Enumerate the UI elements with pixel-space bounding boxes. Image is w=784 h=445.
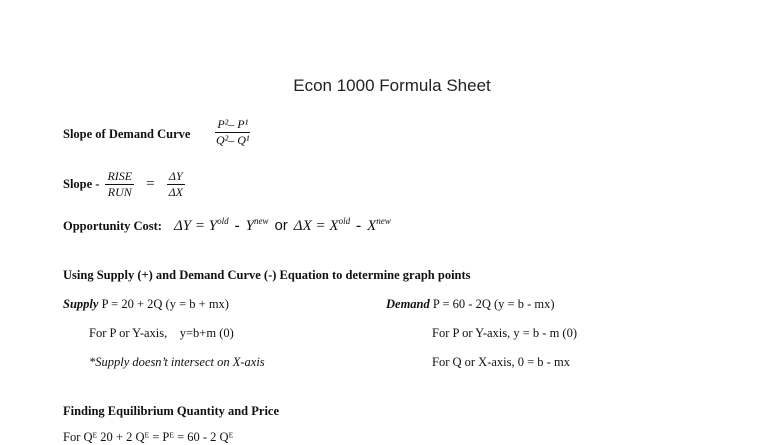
- page-title: Econ 1000 Formula Sheet: [293, 76, 491, 95]
- opportunity-cost-label: Opportunity Cost:: [63, 219, 162, 233]
- opportunity-cost-formula: [63, 216, 391, 235]
- opp-expr-y: ΔY = Y: [173, 218, 218, 234]
- opp-expr-x: ΔX = X: [293, 218, 339, 234]
- opp-sup-old-x: old: [338, 216, 351, 226]
- slope-run: RUN: [107, 185, 132, 199]
- supply-x-axis-note: *Supply doesn’t intersect on X-axis: [89, 355, 265, 369]
- supply-y-axis-rule: For P or Y-axis, y=b+m (0): [89, 326, 234, 340]
- supply-eq-text: P = 20 + 2Q (y = b + mx): [101, 297, 229, 311]
- supply-label: Supply: [63, 297, 99, 311]
- slope-demand-label: Slope of Demand Curve: [63, 127, 191, 141]
- demand-label: Demand: [386, 297, 430, 311]
- opp-minus-x: -: [356, 218, 362, 234]
- equilibrium-partial-line: For Qᴱ 20 + 2 Qᴱ = Pᴱ = 60 - 2 Qᴱ: [63, 430, 234, 444]
- slope-formula: [63, 170, 185, 199]
- demand-y-axis-rule: For P or Y-axis, y = b - m (0): [432, 326, 578, 340]
- slope-equals: =: [146, 176, 155, 192]
- opp-minus-y: -: [234, 218, 240, 234]
- slope-label: Slope -: [63, 177, 100, 191]
- opp-sup-old-y: old: [217, 216, 229, 226]
- opp-sup-new-x: new: [376, 216, 391, 226]
- slope-delta-y: ΔY: [168, 169, 183, 183]
- opp-y-new: Y: [245, 218, 254, 234]
- slope-demand-numerator: P²– P¹: [217, 117, 249, 131]
- slope-rise: RISE: [107, 169, 133, 183]
- slope-demand-fraction: [214, 118, 252, 147]
- demand-equation: [386, 297, 555, 312]
- demand-x-axis-rule: For Q or X-axis, 0 = b - mx: [432, 355, 570, 369]
- demand-eq-text: P = 60 - 2Q (y = b - mx): [432, 297, 555, 311]
- opp-sup-new-y: new: [253, 216, 269, 226]
- opp-x-new: X: [367, 218, 377, 234]
- supply-equation: [63, 297, 229, 312]
- slope-demand-denominator: Q²– Q¹: [216, 133, 250, 147]
- equilibrium-heading: Finding Equilibrium Quantity and Price: [63, 404, 280, 418]
- supply-demand-heading: Using Supply (+) and Demand Curve (-) Equation to determine graph points: [63, 268, 471, 282]
- opp-or: or: [274, 217, 288, 234]
- slope-delta-x: ΔX: [168, 185, 183, 199]
